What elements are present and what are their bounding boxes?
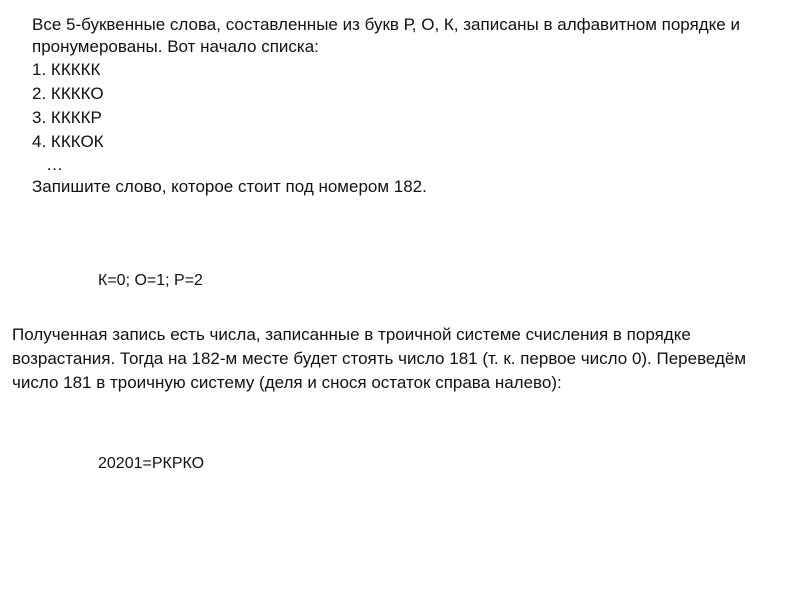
list-item (32, 130, 772, 154)
problem-statement (32, 14, 772, 198)
letter-digit-mapping: К=0; О=1; Р=2 (98, 272, 203, 289)
answer-conversion: 20201=РКРКО (98, 455, 205, 472)
problem-question: Запишите слово, которое стоит под номером 182. (32, 177, 427, 196)
item-number: 1. (32, 60, 47, 79)
list-item (32, 106, 772, 130)
list-item (32, 58, 772, 82)
item-word: ККККО (50, 84, 104, 103)
list-item (32, 82, 772, 106)
list-ellipsis: … (46, 155, 63, 174)
item-number: 2. (32, 84, 47, 103)
item-number: 3. (32, 108, 47, 127)
item-word: ККККК (50, 60, 101, 79)
solution-explanation: Полученная запись есть числа, записанные в троичной системе счисления в порядке возрастания. Тогда на 182-м месте будет стоять число 181 (т. к. первое число 0). Переведём число 181 в троичную систему (деля и снося остаток справа налево): (12, 325, 747, 392)
item-word: ККККР (50, 108, 102, 127)
item-number: 4. (32, 132, 47, 151)
problem-intro: Все 5-буквенные слова, составленные из букв Р, О, К, записаны в алфавитном порядке и пронумерованы. Вот начало списка: (32, 15, 740, 56)
item-word: КККОК (50, 132, 104, 151)
word-list (32, 58, 772, 154)
